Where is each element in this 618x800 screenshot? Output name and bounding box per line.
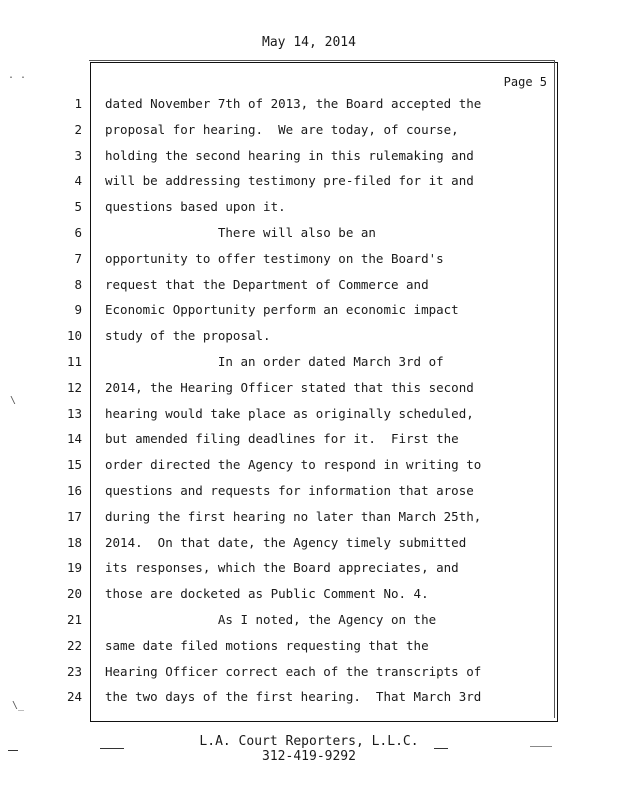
line-text: There will also be an bbox=[105, 225, 376, 240]
transcript-line bbox=[0, 352, 520, 372]
line-number: 10 bbox=[66, 328, 82, 344]
transcript-line bbox=[0, 584, 520, 604]
transcript-line bbox=[0, 120, 520, 140]
transcript-line bbox=[0, 507, 520, 527]
transcript-line bbox=[0, 249, 520, 269]
scan-mark bbox=[8, 750, 18, 751]
line-number: 21 bbox=[66, 612, 82, 627]
line-number: 5 bbox=[74, 199, 82, 215]
transcript-line bbox=[0, 146, 520, 166]
transcript-line bbox=[0, 455, 520, 475]
line-text: during the first hearing no later than March 25th, bbox=[105, 508, 482, 524]
line-text: Economic Opportunity perform an economic impact bbox=[105, 302, 459, 318]
line-text: order directed the Agency to respond in writing to bbox=[105, 457, 482, 473]
transcript-line bbox=[0, 636, 520, 656]
line-number: 2 bbox=[74, 121, 82, 137]
line-text: but amended filing deadlines for it. First the bbox=[105, 431, 459, 447]
line-number: 12 bbox=[66, 379, 82, 395]
line-text: dated November 7th of 2013, the Board accepted the bbox=[105, 96, 482, 111]
line-text: questions based upon it. bbox=[105, 199, 286, 215]
court-reporter-phone: 312-419-9292 bbox=[262, 749, 356, 764]
line-number: 14 bbox=[66, 431, 82, 447]
transcript-line bbox=[0, 558, 520, 578]
line-number: 6 bbox=[74, 225, 82, 240]
line-text: Hearing Officer correct each of the transcripts of bbox=[105, 663, 482, 679]
line-text: 2014, the Hearing Officer stated that this second bbox=[105, 379, 474, 395]
transcript-line bbox=[0, 481, 520, 501]
line-text: holding the second hearing in this rulemaking and bbox=[105, 147, 474, 163]
transcript-line bbox=[0, 94, 520, 114]
line-number: 20 bbox=[66, 586, 82, 602]
transcript-line bbox=[0, 300, 520, 320]
line-number: 13 bbox=[66, 405, 82, 421]
transcript-date: May 14, 2014 bbox=[262, 35, 356, 50]
line-number: 1 bbox=[74, 96, 82, 111]
line-text: opportunity to offer testimony on the Board's bbox=[105, 250, 444, 266]
transcript-line bbox=[0, 171, 520, 191]
line-text: will be addressing testimony pre-filed for it and bbox=[105, 173, 474, 189]
court-reporter-name: L.A. Court Reporters, L.L.C. bbox=[199, 734, 419, 749]
transcript-line bbox=[0, 429, 520, 449]
line-number: 4 bbox=[74, 173, 82, 189]
scan-speck: \ bbox=[10, 395, 17, 406]
line-text: proposal for hearing. We are today, of course, bbox=[105, 121, 459, 137]
transcript-line bbox=[0, 533, 520, 553]
line-text: questions and requests for information that arose bbox=[105, 483, 474, 498]
scan-mark bbox=[434, 748, 448, 749]
line-number: 8 bbox=[74, 276, 82, 292]
line-text: its responses, which the Board appreciates, and bbox=[105, 560, 459, 576]
line-number: 7 bbox=[74, 250, 82, 266]
line-number: 15 bbox=[66, 457, 82, 473]
line-text: In an order dated March 3rd of bbox=[105, 354, 444, 369]
scan-speck: \_ bbox=[12, 700, 25, 711]
transcript-line bbox=[0, 197, 520, 217]
line-number: 19 bbox=[66, 560, 82, 576]
line-number: 11 bbox=[66, 354, 82, 369]
line-text: hearing would take place as originally scheduled, bbox=[105, 405, 474, 421]
transcript-line bbox=[0, 404, 520, 424]
line-text: 2014. On that date, the Agency timely submitted bbox=[105, 534, 467, 550]
line-text: same date filed motions requesting that the bbox=[105, 637, 429, 653]
transcript-line bbox=[0, 275, 520, 295]
line-text: those are docketed as Public Comment No. 4. bbox=[105, 586, 429, 602]
line-number: 18 bbox=[66, 534, 82, 550]
transcript-line bbox=[0, 223, 520, 243]
transcript-line bbox=[0, 378, 520, 398]
transcript-line bbox=[0, 610, 520, 630]
line-text: study of the proposal. bbox=[105, 328, 271, 344]
line-number: 17 bbox=[66, 508, 82, 524]
line-number: 22 bbox=[66, 637, 82, 653]
transcript-line bbox=[0, 326, 520, 346]
line-text: request that the Department of Commerce and bbox=[105, 276, 429, 292]
page-number-label: Page 5 bbox=[503, 75, 547, 89]
transcript-line bbox=[0, 687, 520, 707]
line-text: the two days of the first hearing. That March 3rd bbox=[105, 689, 482, 705]
scan-mark bbox=[530, 746, 552, 747]
line-text: As I noted, the Agency on the bbox=[105, 612, 437, 627]
line-number: 16 bbox=[66, 483, 82, 498]
line-number: 23 bbox=[66, 663, 82, 679]
line-number: 24 bbox=[66, 689, 82, 705]
transcript-line bbox=[0, 662, 520, 682]
scan-mark bbox=[100, 748, 124, 749]
line-number: 9 bbox=[74, 302, 82, 318]
scan-speck: . . bbox=[8, 70, 27, 81]
line-number: 3 bbox=[74, 147, 82, 163]
